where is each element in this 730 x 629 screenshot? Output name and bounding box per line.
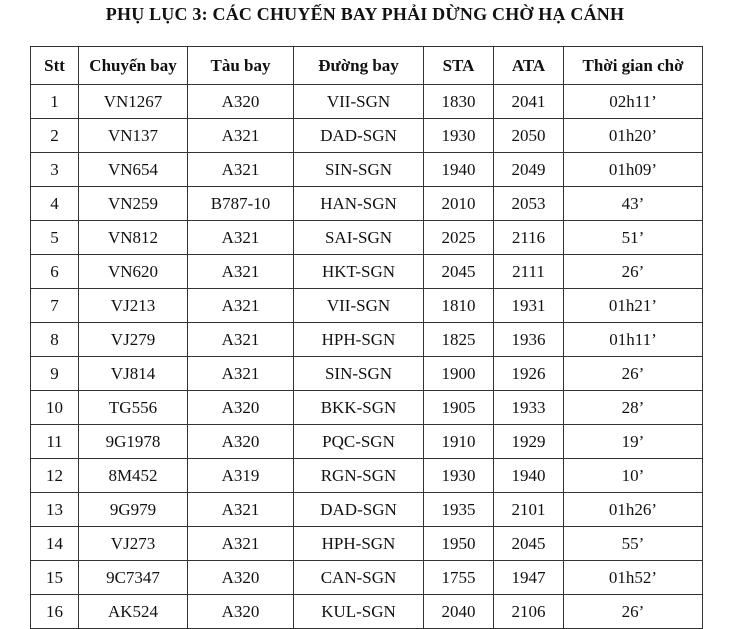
cell-sta: 1950 <box>424 527 494 561</box>
cell-ata: 2053 <box>494 187 564 221</box>
cell-wait-time: 19’ <box>564 425 703 459</box>
cell-aircraft: A321 <box>188 153 294 187</box>
column-header-route: Đường bay <box>294 47 424 85</box>
cell-flight: VN259 <box>79 187 188 221</box>
cell-route: SAI-SGN <box>294 221 424 255</box>
column-header-sta: STA <box>424 47 494 85</box>
cell-flight: VN654 <box>79 153 188 187</box>
cell-route: SIN-SGN <box>294 153 424 187</box>
cell-stt: 16 <box>31 595 79 629</box>
cell-aircraft: A321 <box>188 493 294 527</box>
table-row <box>31 85 703 119</box>
cell-stt: 4 <box>31 187 79 221</box>
cell-ata: 1931 <box>494 289 564 323</box>
cell-flight: VJ814 <box>79 357 188 391</box>
table-row <box>31 255 703 289</box>
cell-stt: 8 <box>31 323 79 357</box>
cell-route: HPH-SGN <box>294 323 424 357</box>
cell-stt: 2 <box>31 119 79 153</box>
cell-stt: 9 <box>31 357 79 391</box>
column-header-stt: Stt <box>31 47 79 85</box>
cell-stt: 1 <box>31 85 79 119</box>
cell-flight: 9C7347 <box>79 561 188 595</box>
cell-aircraft: A321 <box>188 289 294 323</box>
column-header-aircraft: Tàu bay <box>188 47 294 85</box>
table-row <box>31 391 703 425</box>
cell-wait-time: 01h52’ <box>564 561 703 595</box>
cell-route: HPH-SGN <box>294 527 424 561</box>
table-row <box>31 187 703 221</box>
cell-wait-time: 26’ <box>564 255 703 289</box>
cell-stt: 15 <box>31 561 79 595</box>
cell-ata: 1936 <box>494 323 564 357</box>
cell-wait-time: 51’ <box>564 221 703 255</box>
cell-ata: 2045 <box>494 527 564 561</box>
cell-sta: 1910 <box>424 425 494 459</box>
cell-sta: 1905 <box>424 391 494 425</box>
cell-ata: 2049 <box>494 153 564 187</box>
table-body <box>31 85 703 629</box>
table-row <box>31 425 703 459</box>
cell-flight: VJ213 <box>79 289 188 323</box>
cell-ata: 1940 <box>494 459 564 493</box>
cell-wait-time: 55’ <box>564 527 703 561</box>
cell-aircraft: A321 <box>188 255 294 289</box>
cell-ata: 2106 <box>494 595 564 629</box>
cell-flight: VN620 <box>79 255 188 289</box>
cell-aircraft: A321 <box>188 119 294 153</box>
cell-route: HKT-SGN <box>294 255 424 289</box>
cell-aircraft: B787-10 <box>188 187 294 221</box>
cell-stt: 12 <box>31 459 79 493</box>
cell-route: DAD-SGN <box>294 493 424 527</box>
cell-stt: 6 <box>31 255 79 289</box>
cell-flight: VN812 <box>79 221 188 255</box>
cell-aircraft: A320 <box>188 391 294 425</box>
cell-stt: 14 <box>31 527 79 561</box>
cell-ata: 1929 <box>494 425 564 459</box>
cell-aircraft: A321 <box>188 221 294 255</box>
cell-ata: 2111 <box>494 255 564 289</box>
table-row <box>31 221 703 255</box>
cell-flight: 9G979 <box>79 493 188 527</box>
cell-ata: 2116 <box>494 221 564 255</box>
cell-sta: 1755 <box>424 561 494 595</box>
cell-stt: 5 <box>31 221 79 255</box>
cell-flight: 8M452 <box>79 459 188 493</box>
cell-ata: 2041 <box>494 85 564 119</box>
table-row <box>31 493 703 527</box>
cell-aircraft: A321 <box>188 357 294 391</box>
cell-wait-time: 02h11’ <box>564 85 703 119</box>
cell-route: HAN-SGN <box>294 187 424 221</box>
cell-flight: VN1267 <box>79 85 188 119</box>
column-header-wait-time: Thời gian chờ <box>564 47 703 85</box>
cell-wait-time: 43’ <box>564 187 703 221</box>
cell-aircraft: A320 <box>188 85 294 119</box>
cell-ata: 1947 <box>494 561 564 595</box>
cell-ata: 1926 <box>494 357 564 391</box>
cell-route: CAN-SGN <box>294 561 424 595</box>
cell-stt: 3 <box>31 153 79 187</box>
cell-sta: 1930 <box>424 459 494 493</box>
cell-stt: 10 <box>31 391 79 425</box>
cell-wait-time: 01h26’ <box>564 493 703 527</box>
table-row <box>31 527 703 561</box>
cell-flight: 9G1978 <box>79 425 188 459</box>
table-row <box>31 357 703 391</box>
table-row <box>31 119 703 153</box>
cell-route: DAD-SGN <box>294 119 424 153</box>
cell-flight: VJ273 <box>79 527 188 561</box>
table-row <box>31 459 703 493</box>
cell-sta: 1930 <box>424 119 494 153</box>
cell-wait-time: 01h11’ <box>564 323 703 357</box>
cell-route: RGN-SGN <box>294 459 424 493</box>
cell-sta: 1830 <box>424 85 494 119</box>
cell-sta: 1825 <box>424 323 494 357</box>
cell-stt: 7 <box>31 289 79 323</box>
flights-table <box>30 46 703 629</box>
page-title: PHỤ LỤC 3: CÁC CHUYẾN BAY PHẢI DỪNG CHỜ HẠ CÁNH <box>105 4 625 24</box>
cell-aircraft: A320 <box>188 425 294 459</box>
cell-sta: 2045 <box>424 255 494 289</box>
cell-wait-time: 28’ <box>564 391 703 425</box>
cell-route: BKK-SGN <box>294 391 424 425</box>
cell-sta: 2025 <box>424 221 494 255</box>
cell-sta: 1900 <box>424 357 494 391</box>
cell-wait-time: 10’ <box>564 459 703 493</box>
cell-aircraft: A321 <box>188 527 294 561</box>
cell-flight: AK524 <box>79 595 188 629</box>
cell-wait-time: 01h20’ <box>564 119 703 153</box>
cell-flight: TG556 <box>79 391 188 425</box>
table-header-row <box>31 47 703 85</box>
cell-sta: 2040 <box>424 595 494 629</box>
cell-route: VII-SGN <box>294 85 424 119</box>
cell-route: SIN-SGN <box>294 357 424 391</box>
cell-aircraft: A321 <box>188 323 294 357</box>
cell-route: VII-SGN <box>294 289 424 323</box>
cell-sta: 1940 <box>424 153 494 187</box>
cell-wait-time: 01h21’ <box>564 289 703 323</box>
cell-ata: 1933 <box>494 391 564 425</box>
cell-sta: 1935 <box>424 493 494 527</box>
table-row <box>31 561 703 595</box>
table-row <box>31 289 703 323</box>
cell-flight: VN137 <box>79 119 188 153</box>
cell-ata: 2050 <box>494 119 564 153</box>
table-row <box>31 595 703 629</box>
column-header-ata: ATA <box>494 47 564 85</box>
cell-wait-time: 26’ <box>564 595 703 629</box>
column-header-flight: Chuyến bay <box>79 47 188 85</box>
cell-wait-time: 26’ <box>564 357 703 391</box>
cell-route: KUL-SGN <box>294 595 424 629</box>
cell-sta: 1810 <box>424 289 494 323</box>
cell-aircraft: A320 <box>188 561 294 595</box>
cell-aircraft: A319 <box>188 459 294 493</box>
table-row <box>31 153 703 187</box>
cell-stt: 13 <box>31 493 79 527</box>
cell-stt: 11 <box>31 425 79 459</box>
cell-sta: 2010 <box>424 187 494 221</box>
table-row <box>31 323 703 357</box>
cell-wait-time: 01h09’ <box>564 153 703 187</box>
cell-ata: 2101 <box>494 493 564 527</box>
cell-aircraft: A320 <box>188 595 294 629</box>
cell-flight: VJ279 <box>79 323 188 357</box>
cell-route: PQC-SGN <box>294 425 424 459</box>
